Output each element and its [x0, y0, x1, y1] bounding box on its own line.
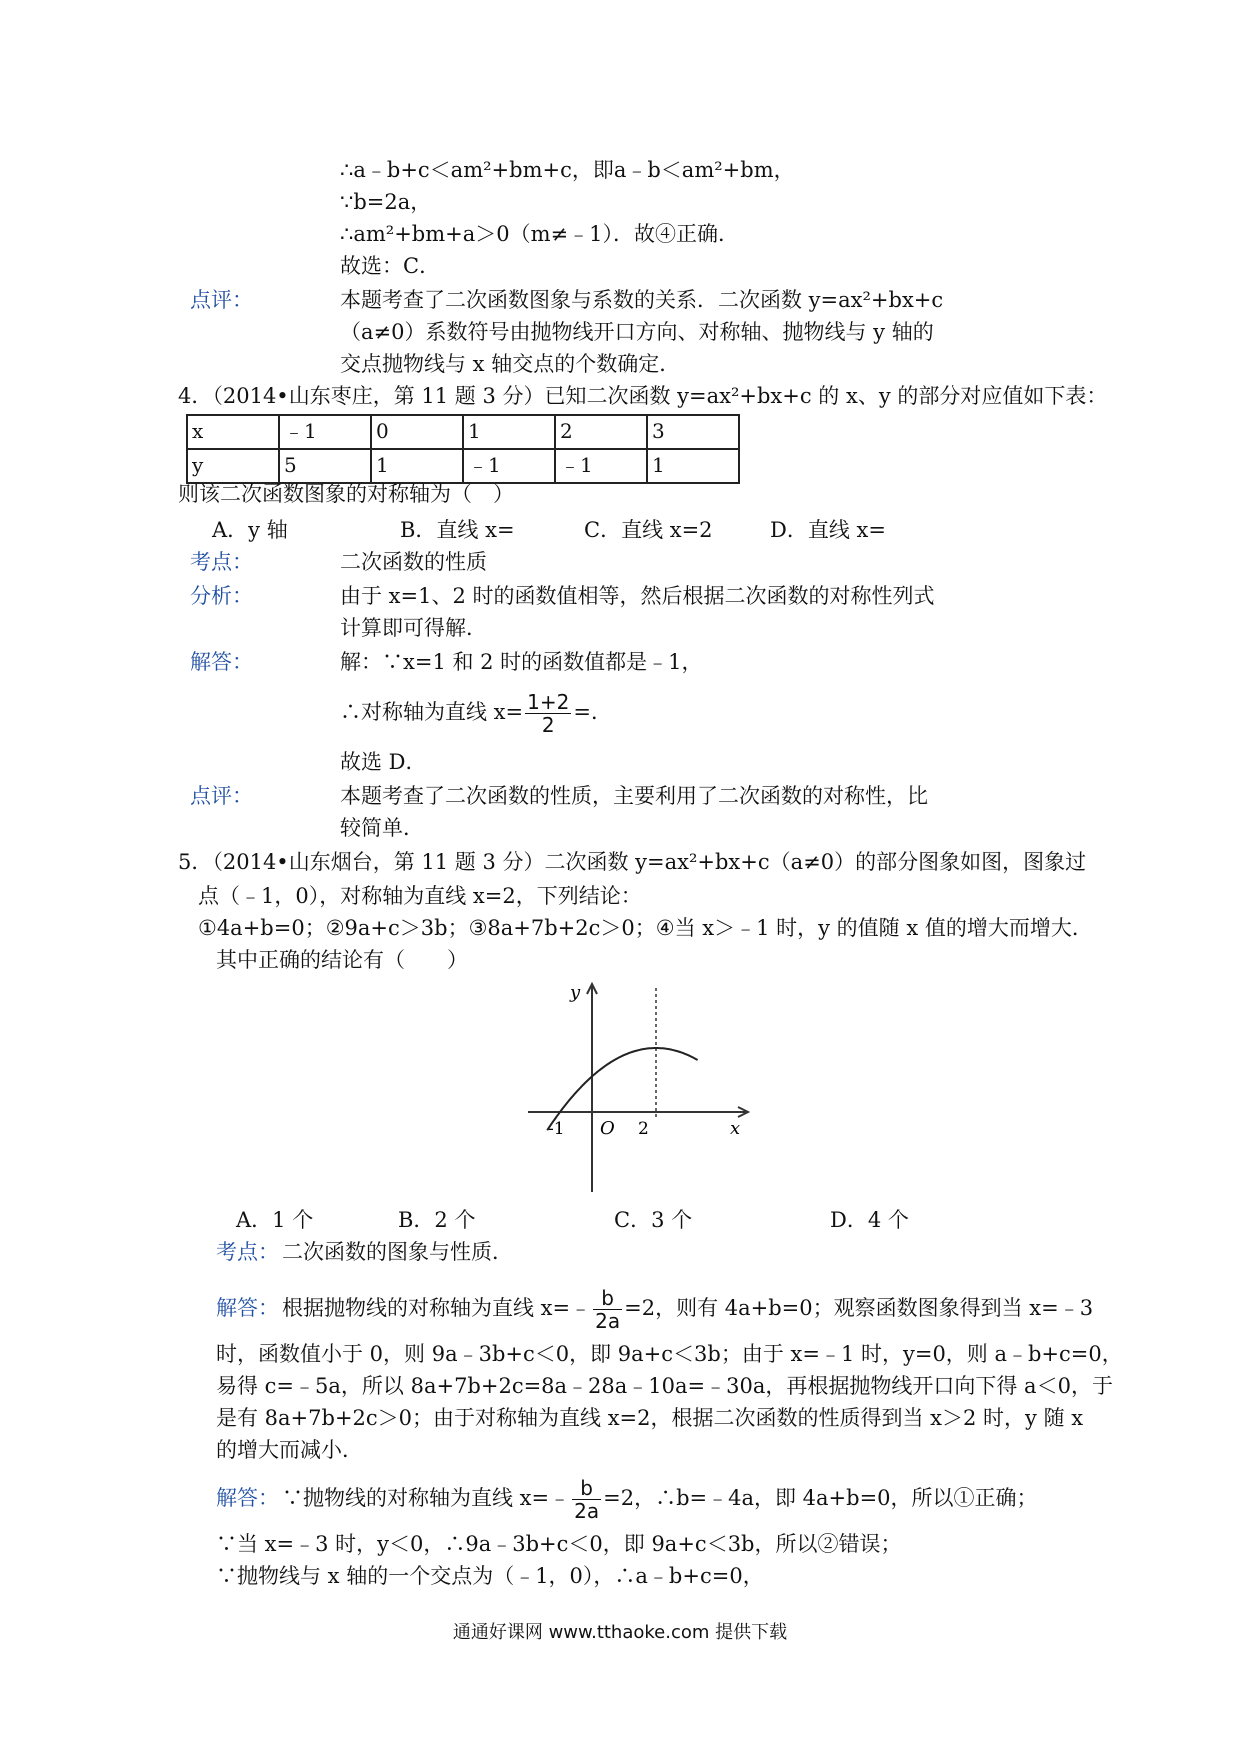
q5-stem-1: 5．（2014•山东烟台，第 11 题 3 分）二次函数 y=ax²+bx+c（a≠0）的部分图象如图，图象过 [178, 850, 1087, 874]
fraction-denominator: 2 [541, 713, 555, 737]
q5-analysis-1-post: =2，则有 4a+b=0；观察函数图象得到当 x=﹣3 [624, 1296, 1094, 1320]
table-cell: 5 [279, 449, 371, 483]
q4-jieda-2-post: =． [573, 700, 612, 724]
q5-analysis-fraction [593, 1287, 622, 1332]
q4-jieda-2-pre: ∴对称轴为直线 x= [340, 700, 524, 724]
q4-jieda-1: 解：∵x=1 和 2 时的函数值都是﹣1， [340, 650, 703, 674]
q5-solution-1 [282, 1472, 1038, 1524]
q4-stem: 4．（2014•山东枣庄，第 11 题 3 分）已知二次函数 y=ax²+bx+c 的 x、y 的部分对应值如下表： [178, 384, 1108, 408]
q4-jieda-3: 故选 D． [340, 750, 427, 774]
q5-stem-3: ①4a+b=0；②9a+c＞3b；③8a+7b+2c＞0；④当 x＞﹣1 时，y 的值随 x 值的增大而增大． [198, 916, 1093, 940]
q4-fenxi-1: 由于 x=1、2 时的函数值相等，然后根据二次函数的对称性列式 [340, 584, 935, 608]
q4-option-a: A．y 轴 [212, 518, 288, 542]
q4-kaodian: 二次函数的性质 [340, 550, 487, 574]
q5-option-d: D．4 个 [830, 1208, 909, 1232]
q5-option-c: C．3 个 [614, 1208, 693, 1232]
q4-review-2: 较简单． [340, 816, 424, 840]
table-cell: 1 [371, 449, 463, 483]
table-row [187, 415, 739, 449]
fraction-numerator: 1+2 [527, 690, 570, 714]
q4-option-d: D．直线 x= [770, 518, 886, 542]
q5-solution-1-pre: ∵抛物线的对称轴为直线 x=﹣ [282, 1486, 571, 1510]
table-cell: y [187, 449, 279, 483]
fraction-denominator: 2a [595, 1309, 621, 1333]
origin-label: O [600, 1118, 615, 1139]
table-cell: ﹣1 [555, 449, 647, 483]
table-row [187, 449, 739, 483]
q4-option-b: B．直线 x= [400, 518, 515, 542]
q3-line-1: ∴a﹣b+c＜am²+bm+c，即a﹣b＜am²+bm， [340, 158, 795, 182]
table-cell: 1 [647, 449, 739, 483]
q3-review-3: 交点抛物线与 x 轴交点的个数确定． [340, 352, 681, 376]
q4-option-c: C．直线 x=2 [584, 518, 713, 542]
q4-fenxi-2: 计算即可得解． [340, 616, 487, 640]
q5-jieda-label: 解答： [216, 1296, 279, 1320]
q5-analysis-3: 易得 c=﹣5a，所以 8a+7b+2c=8a﹣28a﹣10a=﹣30a，再根据抛物线开口向下得 a＜0，于 [216, 1374, 1113, 1398]
fraction-numerator: b [593, 1287, 622, 1310]
q5-stem-2: 点（﹣1，0），对称轴为直线 x=2，下列结论： [198, 884, 642, 908]
q4-review-1: 本题考查了二次函数的性质，主要利用了二次函数的对称性，比 [340, 784, 928, 808]
q5-kaodian-label: 考点： [216, 1240, 279, 1264]
q5-solution-1-post: =2，∴b=﹣4a，即 4a+b=0，所以①正确； [603, 1486, 1038, 1510]
q4-fenxi-label: 分析： [190, 584, 253, 608]
q5-solution-3: ∵抛物线与 x 轴的一个交点为（﹣1，0），∴a﹣b+c=0， [216, 1564, 764, 1588]
q5-option-b: B．2 个 [398, 1208, 476, 1232]
q3-line-2: ∵b=2a， [340, 190, 432, 214]
q3-review-1: 本题考查了二次函数图象与系数的关系．二次函数 y=ax²+bx+c [340, 288, 944, 312]
q3-review-2: （a≠0）系数符号由抛物线开口方向、对称轴、抛物线与 y 轴的 [340, 320, 934, 344]
fraction-numerator: b [572, 1477, 601, 1500]
x-axis-label: x [730, 1118, 741, 1139]
q5-analysis-2: 时，函数值小于 0，则 9a﹣3b+c＜0，即 9a+c＜3b；由于 x=﹣1 时，y=0，则 a﹣b+c=0， [216, 1342, 1123, 1366]
q5-analysis-4: 是有 8a+7b+2c＞0；由于对称轴为直线 x=2，根据二次函数的性质得到当 x＞2 时，y 随 x [216, 1406, 1084, 1430]
q4-review-label: 点评： [190, 784, 253, 808]
q5-stem-4: 其中正确的结论有（ ） [216, 948, 468, 972]
q5-kaodian: 二次函数的图象与性质． [282, 1240, 513, 1264]
q3-line-3: ∴am²+bm+a＞0（m≠﹣1）．故④正确． [340, 222, 740, 246]
q5-solution-fraction [572, 1477, 601, 1522]
fraction-denominator: 2a [574, 1499, 600, 1523]
table-cell: 1 [463, 415, 555, 449]
q4-kaodian-label: 考点： [190, 550, 253, 574]
q3-review-label: 点评： [190, 288, 253, 312]
q4-question: 则该二次函数图象的对称轴为（ ） [178, 482, 514, 506]
table-cell: x [187, 415, 279, 449]
q5-analysis-5: 的增大而减小． [216, 1438, 363, 1462]
q5-option-a: A．1 个 [236, 1208, 314, 1232]
tick-label-neg1: -1 [548, 1119, 565, 1139]
parabola-curve [547, 1048, 697, 1130]
q5-jieda2-label: 解答： [216, 1486, 279, 1510]
table-cell: 3 [647, 415, 739, 449]
q4-jieda-2 [340, 686, 612, 738]
y-axis-label: y [570, 982, 581, 1003]
tick-label-2: 2 [638, 1119, 649, 1139]
table-cell: ﹣1 [463, 449, 555, 483]
q3-line-4: 故选：C． [340, 254, 441, 278]
page-footer: 通通好课网 www.tthaoke.com 提供下载 [452, 1622, 788, 1643]
q4-value-table [186, 414, 740, 484]
q5-solution-2: ∵当 x=﹣3 时，y＜0，∴9a﹣3b+c＜0，即 9a+c＜3b，所以②错误； [216, 1532, 902, 1556]
q5-analysis-1-pre: 根据抛物线的对称轴为直线 x=﹣ [282, 1296, 592, 1320]
table-cell: 0 [371, 415, 463, 449]
q5-parabola-graph [520, 978, 760, 1200]
q5-analysis-1 [282, 1282, 1093, 1334]
q4-jieda-label: 解答： [190, 650, 253, 674]
q4-fraction [525, 691, 571, 736]
table-cell: ﹣1 [279, 415, 371, 449]
table-cell: 2 [555, 415, 647, 449]
